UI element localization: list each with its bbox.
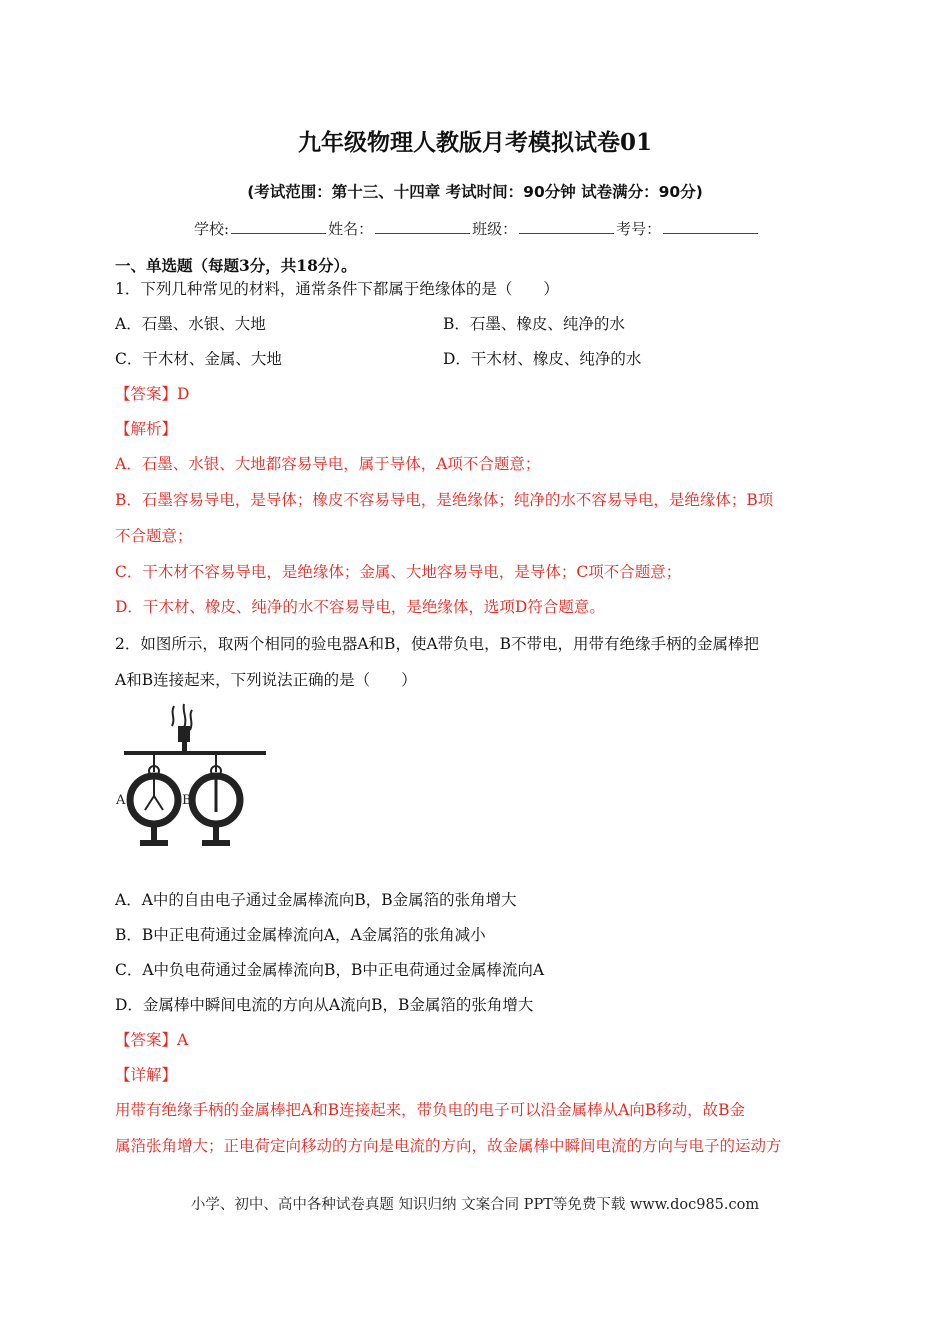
name-label: 姓名： [328, 220, 374, 238]
section-heading: 一、单选题（每题3分，共18分）。 [115, 256, 357, 275]
exam-subtitle: (考试范围：第十三、十四章 考试时间：90分钟 试卷满分：90分) [247, 183, 703, 201]
q2-stem-line2: A和B连接起来，下列说法正确的是（ ） [115, 671, 417, 689]
q1-analysis-line: C．干木材不容易导电，是绝缘体；金属、大地容易导电，是导体；C项不合题意； [115, 563, 682, 581]
class-label: 班级： [472, 220, 518, 238]
school-blank [231, 221, 326, 234]
number-label: 考号： [616, 220, 662, 238]
q2-detail-line: 属箔张角增大；正电荷定向移动的方向是电流的方向，故金属棒中瞬间电流的方向与电子的运动方 [115, 1137, 782, 1155]
q2-option-a: A．A中的自由电子通过金属棒流向B，B金属箔的张角增大 [115, 891, 517, 909]
q1-analysis-line: 不合题意； [115, 527, 193, 545]
page-title: 九年级物理人教版月考模拟试卷01 [297, 129, 652, 156]
q1-analysis-line: B．石墨容易导电，是导体；橡皮不容易导电，是绝缘体；纯净的水不容易导电，是绝缘体；B项 [115, 491, 774, 509]
school-label: 学校: [194, 220, 230, 238]
q1-option-b: B．石墨、橡皮、纯净的水 [443, 315, 625, 333]
q1-analysis-label: 【解析】 [115, 420, 178, 438]
figure-label-b: B [182, 793, 192, 808]
q2-detail-line: 用带有绝缘手柄的金属棒把A和B连接起来，带负电的电子可以沿金属棒从A向B移动，故B金 [115, 1101, 746, 1119]
electroscope-figure [112, 700, 272, 852]
q1-stem: 1．下列几种常见的材料，通常条件下都属于绝缘体的是（ ） [115, 280, 559, 298]
q1-option-a: A．石墨、水银、大地 [115, 315, 266, 333]
q1-analysis-line: D．干木材、橡皮、纯净的水不容易导电，是绝缘体，选项D符合题意。 [115, 598, 605, 616]
name-blank [375, 221, 470, 234]
q1-answer: 【答案】D [115, 385, 190, 403]
q2-option-c: C．A中负电荷通过金属棒流向B，B中正电荷通过金属棒流向A [115, 961, 545, 979]
q2-option-b: B．B中正电荷通过金属棒流向A，A金属箔的张角减小 [115, 926, 486, 944]
q1-option-d: D．干木材、橡皮、纯净的水 [443, 350, 642, 368]
q1-option-c: C．干木材、金属、大地 [115, 350, 282, 368]
q2-detail-label: 【详解】 [115, 1066, 178, 1084]
q2-option-d: D．金属棒中瞬间电流的方向从A流向B，B金属箔的张角增大 [115, 996, 534, 1014]
figure-label-a: A [116, 793, 126, 808]
q2-answer: 【答案】A [115, 1031, 189, 1049]
q1-analysis-line: A．石墨、水银、大地都容易导电，属于导体，A项不合题意； [115, 455, 541, 473]
class-blank [519, 221, 614, 234]
q2-stem-line1: 2．如图所示，取两个相同的验电器A和B，使A带负电，B不带电，用带有绝缘手柄的金属棒把 [115, 635, 760, 653]
number-blank [663, 221, 758, 234]
student-info-row [194, 218, 760, 239]
page-footer: 小学、初中、高中各种试卷真题 知识归纳 文案合同 PPT等免费下载 www.doc985.com [190, 1197, 760, 1213]
